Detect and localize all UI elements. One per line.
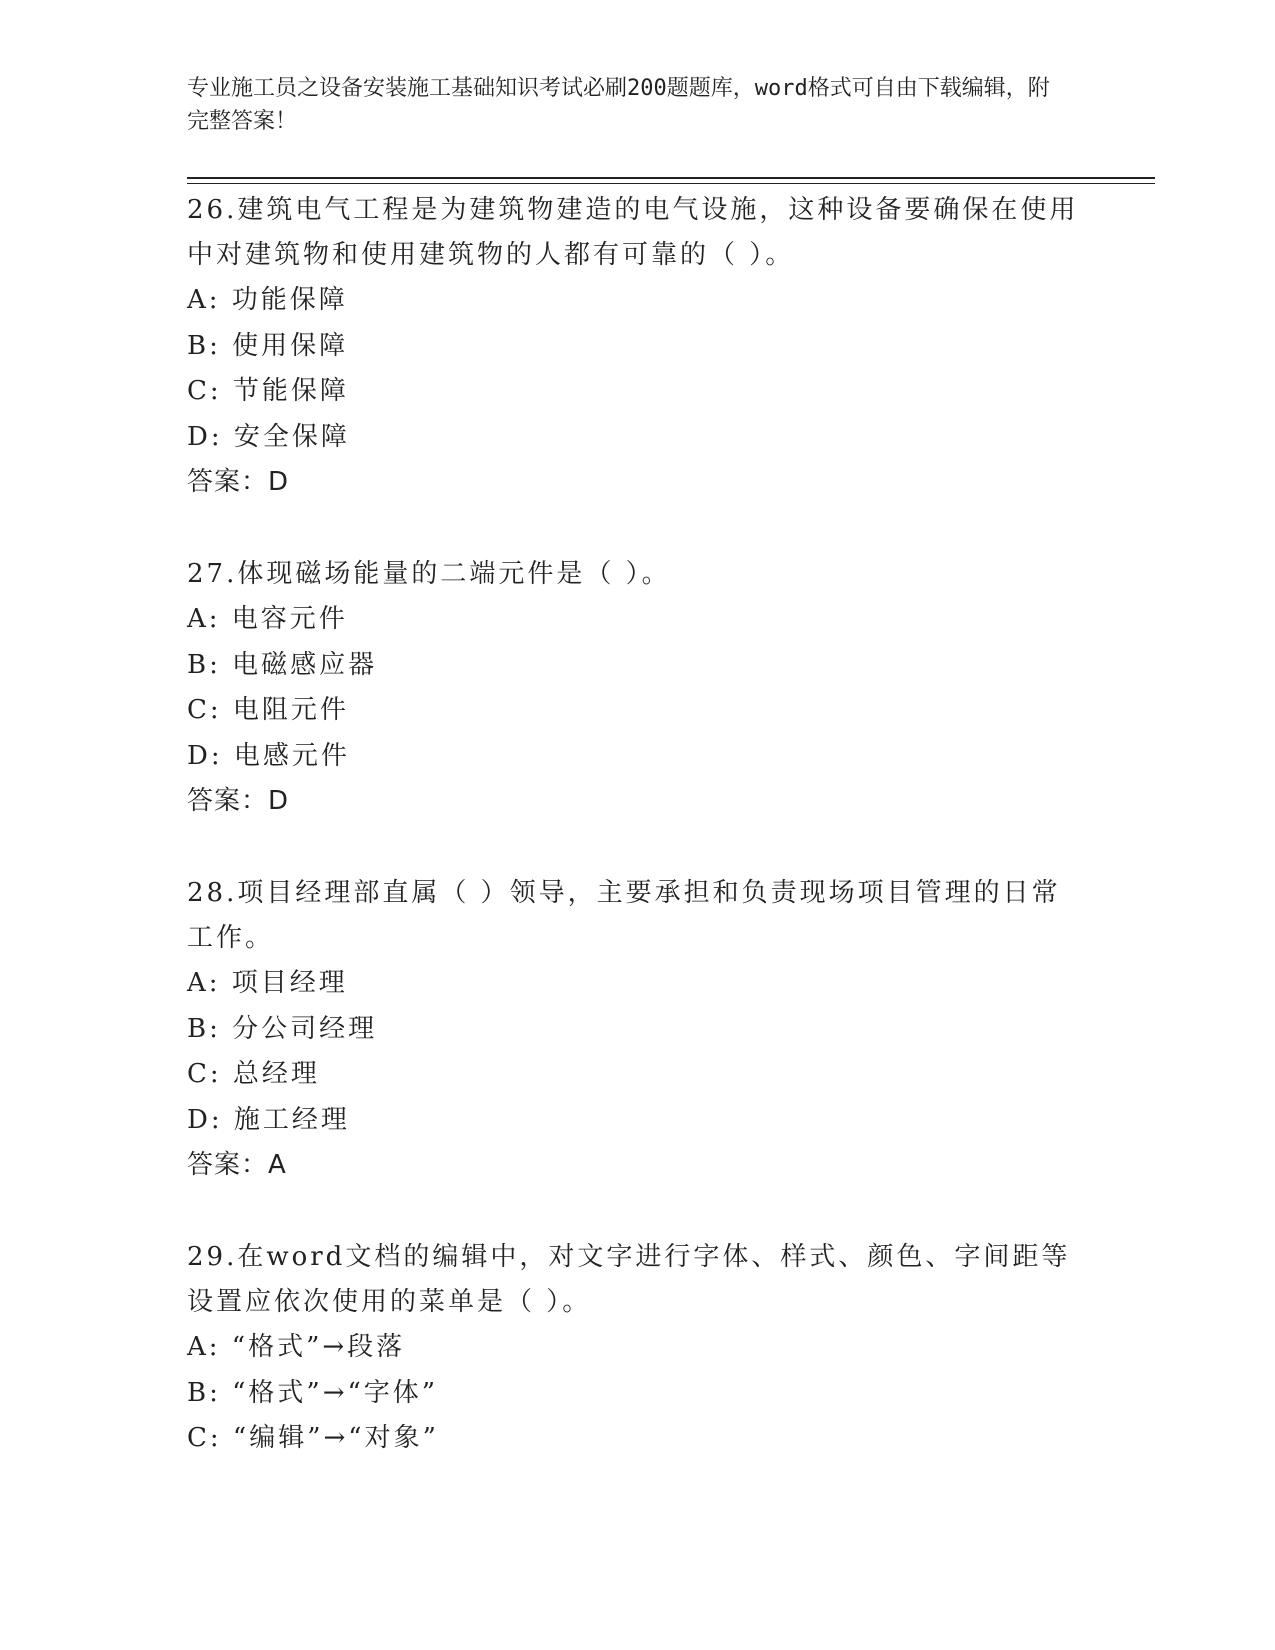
question-28 — [187, 871, 1087, 1188]
option-d: D: 施工经理 — [187, 1104, 350, 1135]
question-29 — [187, 1235, 1087, 1462]
option-c: C: “编辑”→“对象” — [187, 1423, 439, 1453]
spacer — [187, 824, 1087, 871]
question-text: 28.项目经理部直属（ ）领导，主要承担和负责现场项目管理的日常工作。 — [187, 878, 1061, 953]
answer: 答案：A — [187, 1150, 287, 1180]
option-b: B: 分公司经理 — [187, 1013, 378, 1044]
option-b: B: 使用保障 — [187, 330, 349, 361]
option-d: D: 安全保障 — [187, 421, 350, 452]
option-c: C: 节能保障 — [187, 376, 349, 406]
document-header: 专业施工员之设备安装施工基础知识考试必刷200题题库，word格式可自由下载编辑，附完整答案！ — [187, 76, 1050, 134]
answer: 答案：D — [187, 786, 290, 816]
option-c: C: 总经理 — [187, 1059, 320, 1089]
option-b: B: “格式”→“字体” — [187, 1377, 439, 1408]
spacer — [187, 505, 1087, 552]
option-d: D: 电感元件 — [187, 740, 350, 771]
header-divider-thin — [187, 183, 1155, 184]
option-a: A: 电容元件 — [187, 604, 348, 634]
option-a: A: 项目经理 — [187, 968, 348, 998]
option-c: C: 电阻元件 — [187, 695, 349, 725]
option-a: A: “格式”→段落 — [187, 1332, 406, 1362]
question-list — [187, 188, 1087, 1462]
header-divider-thick — [187, 177, 1155, 179]
option-b: B: 电磁感应器 — [187, 649, 378, 680]
question-text: 29.在word文档的编辑中，对文字进行字体、样式、颜色、字间距等设置应依次使用的菜单是（ ）。 — [187, 1242, 1071, 1317]
question-27 — [187, 552, 1087, 824]
option-a: A: 功能保障 — [187, 285, 348, 315]
answer: 答案：D — [187, 467, 290, 497]
question-text: 27.体现磁场能量的二端元件是（ ）。 — [187, 559, 671, 589]
spacer — [187, 1188, 1087, 1235]
question-text: 26.建筑电气工程是为建筑物建造的电气设施，这种设备要确保在使用中对建筑物和使用建筑物的人都有可靠的（ ）。 — [187, 195, 1079, 270]
question-26 — [187, 188, 1087, 505]
